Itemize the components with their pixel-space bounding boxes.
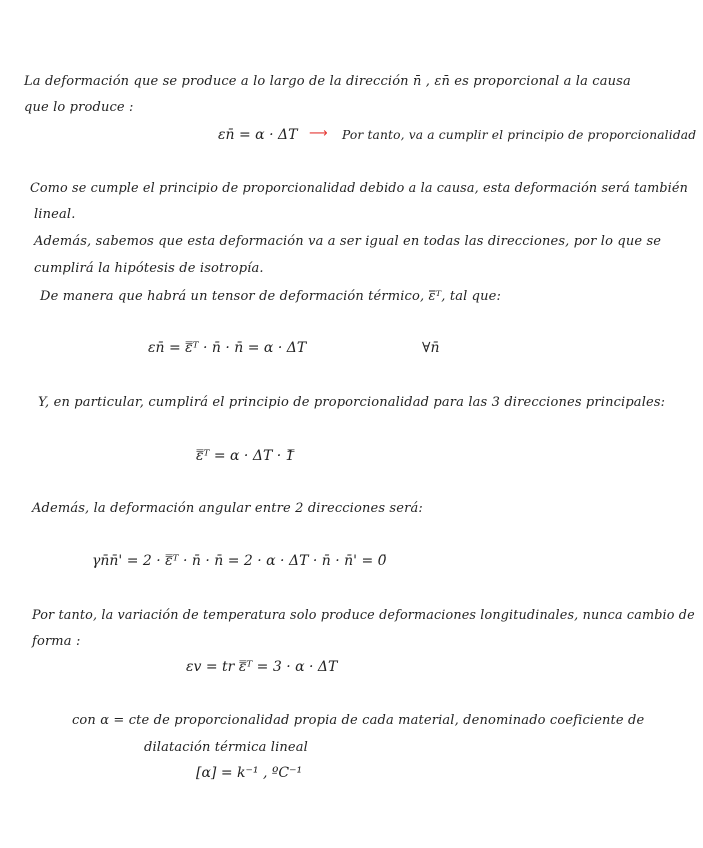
equation-strain-direction: εn̄ = α · ΔT xyxy=(218,127,298,143)
paragraph-2-line-1: Como se cumple el principio de proporcionalidad debido a la causa, esta deformación será también xyxy=(30,181,688,196)
paragraph-6-line-2: forma : xyxy=(32,634,81,649)
proportionality-note: Por tanto, va a cumplir el principio de proporcionalidad xyxy=(342,128,697,142)
paragraph-7-line-2: dilatación térmica lineal xyxy=(144,740,308,755)
paragraph-7-line-1: con α = cte de proporcionalidad propia de cada material, denominado coeficiente de xyxy=(72,713,645,728)
paragraph-1-line-2: que lo produce : xyxy=(24,100,134,115)
paragraph-1-line-1: La deformación que se produce a lo largo de la dirección n̄ , εn̄ es proporcional a la causa xyxy=(24,74,631,89)
equation-angular-strain: γn̄n̄' = 2 · ε̿ᵀ · n̄ · n̄ = 2 · α · ΔT · n̄ · n̄' = 0̄ xyxy=(92,553,387,569)
equation-units: [α] = k⁻¹ , ºC⁻¹ xyxy=(196,765,303,781)
equation-tensor-identity: ε̿ᵀ = α · ΔT · 1̿ xyxy=(196,448,295,464)
paragraph-5: Además, la deformación angular entre 2 direcciones será: xyxy=(32,501,423,516)
paragraph-2-line-2: lineal. xyxy=(34,207,76,222)
equation-thermal-tensor: εn̄ = ε̿ᵀ · n̄ · n̄ = α · ΔT xyxy=(148,340,307,356)
paragraph-3-line-1: Además, sabemos que esta deformación va a ser igual en todas las direcciones, por lo que se xyxy=(34,234,662,249)
equation-volumetric-strain: εv = tr ε̿ᵀ = 3 · α · ΔT xyxy=(186,659,338,675)
equation-for-all-quantifier: ∀n̄ xyxy=(422,340,440,356)
red-arrow-icon: ⟶ xyxy=(309,126,328,141)
paragraph-4: Y, en particular, cumplirá el principio de proporcionalidad para las 3 direcciones principales: xyxy=(38,395,666,410)
paragraph-3-line-2: cumplirá la hipótesis de isotropía. xyxy=(34,261,264,276)
paragraph-3-line-3: De manera que habrá un tensor de deformación térmico, ε̿ᵀ, tal que: xyxy=(40,289,502,304)
paragraph-6-line-1: Por tanto, la variación de temperatura solo produce deformaciones longitudinales, nunca cambio de xyxy=(32,608,695,623)
